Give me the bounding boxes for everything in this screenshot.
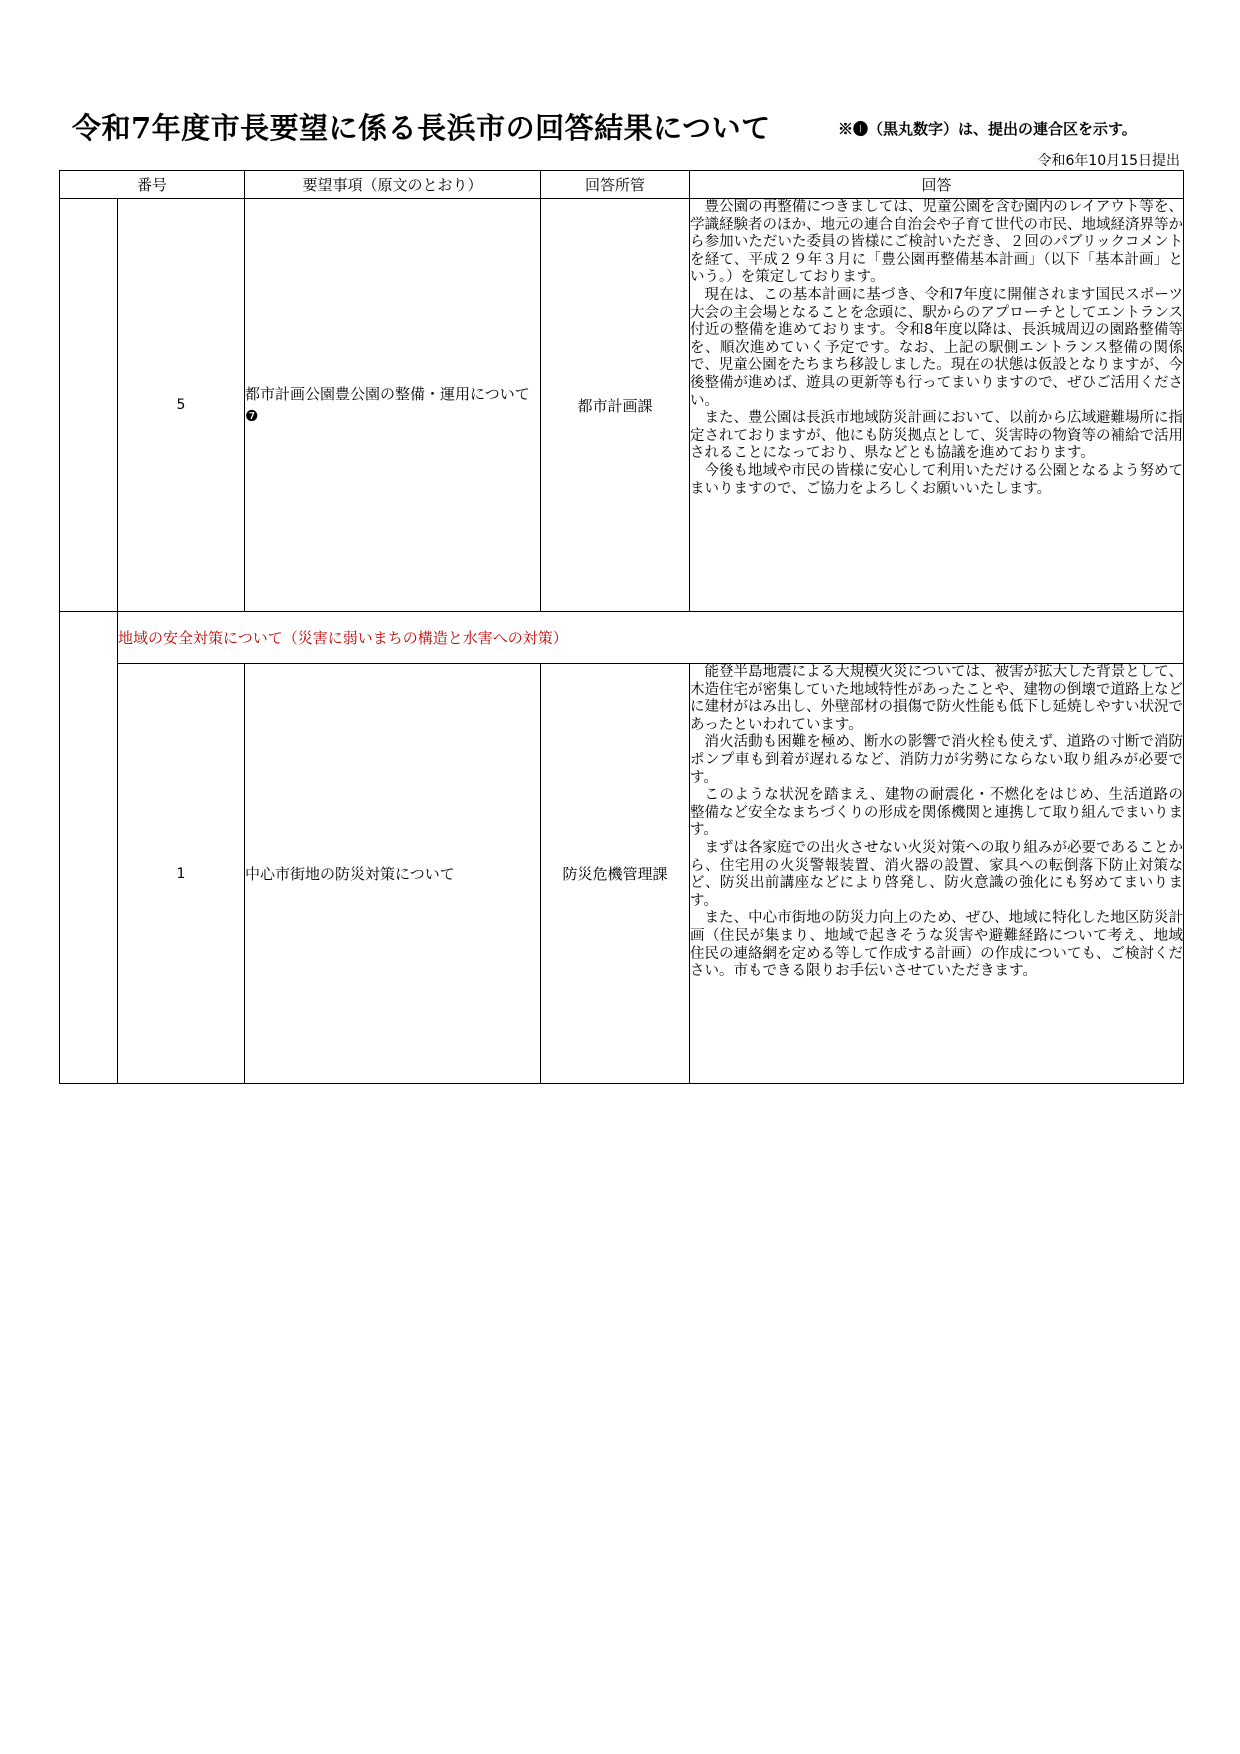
legend-note: ※❶（黒丸数字）は、提出の連合区を示す。 <box>838 120 1137 138</box>
row-item: 都市計画公園豊公園の整備・運用について❼ <box>245 199 541 612</box>
column-header-number: 番号 <box>60 171 245 199</box>
response-table <box>59 170 1184 1084</box>
column-header-answer: 回答 <box>690 171 1184 199</box>
row-answer <box>690 199 1184 612</box>
answer-paragraph: また、豊公園は長浜市地域防災計画において、以前から広域避難場所に指定されておりますが、他にも防災拠点として、災害時の物資等の補給で活用されることになっており、県などとも協議を進めております。 <box>690 410 1184 462</box>
column-header-item: 要望事項（原文のとおり） <box>245 171 541 199</box>
answer-paragraph: 消火活動も困難を極め、断水の影響で消火栓も使えず、道路の寸断で消防ポンプ車も到着が遅れるなど、消防力が劣勢にならない取り組みが必要です。 <box>690 734 1184 786</box>
answer-paragraph: まずは各家庭での出火させない火災対策への取り組みが必要であることから、住宅用の火災警報装置、消火器の設置、家具への転倒落下防止対策など、防災出前講座などにより啓発し、防火意識の強化にも努めてまいります。 <box>690 839 1184 909</box>
row-item: 中心市街地の防災対策について <box>245 664 541 1084</box>
row-number: 1 <box>118 664 245 1084</box>
table-row <box>60 199 1184 612</box>
answer-paragraph: 現在は、この基本計画に基づき、令和7年度に開催されます国民スポーツ大会の主会場となることを念頭に、駅からのアプローチとしてエントランス付近の整備を進めております。令和8年度以降は、長浜城周辺の園路整備等を、順次進めていく予定です。なお、上記の駅側エントランス整備の関係で、児童公園をたちまち移設しました。現在の状態は仮設となりますが、今後整備が進めば、遊具の更新等も行ってまいりますので、ぜひご活用ください。 <box>690 286 1184 409</box>
answer-paragraph: また、中心市街地の防災力向上のため、ぜひ、地域に特化した地区防災計画（住民が集まり、地域で起きそうな災害や避難経路について考え、地域住民の連絡網を定める等して作成する計画）の作成についても、ご検討ください。市もできる限りお手伝いさせていただきます。 <box>690 910 1184 980</box>
row-answer <box>690 664 1184 1084</box>
group-cell <box>60 612 118 1084</box>
section-row <box>60 612 1184 664</box>
row-department: 都市計画課 <box>541 199 690 612</box>
page-title: 令和7年度市長要望に係る長浜市の回答結果について <box>72 111 771 145</box>
column-header-department: 回答所管 <box>541 171 690 199</box>
answer-paragraph: 今後も地域や市民の皆様に安心して利用いただける公園となるよう努めてまいりますので、ご協力をよろしくお願いいたします。 <box>690 462 1184 497</box>
table-row <box>60 664 1184 1084</box>
group-cell <box>60 199 118 612</box>
answer-paragraph: このような状況を踏まえ、建物の耐震化・不燃化をはじめ、生活道路の整備など安全なまちづくりの形成を関係機関と連携して取り組んでまいります。 <box>690 787 1184 839</box>
answer-paragraph: 能登半島地震による大規模火災については、被害が拡大した背景として、木造住宅が密集していた地域特性があったことや、建物の倒壊で道路上などに建材がはみ出し、外壁部材の損傷で防火性能も低下し延焼しやすい状況であったといわれています。 <box>690 664 1184 733</box>
section-title: 地域の安全対策について（災害に弱いまちの構造と水害への対策） <box>118 612 1184 664</box>
submission-date: 令和6年10月15日提出 <box>1037 153 1180 169</box>
row-number: 5 <box>118 199 245 612</box>
row-department: 防災危機管理課 <box>541 664 690 1084</box>
answer-paragraph: 豊公園の再整備につきましては、児童公園を含む園内のレイアウト等を、学識経験者のほか、地元の連合自治会や子育て世代の市民、地域経済界等から参加いただいた委員の皆様にご検討いただき、２回のパブリックコメントを経て、平成２９年３月に「豊公園再整備基本計画」（以下「基本計画」という。）を策定しております。 <box>690 199 1184 286</box>
table-header-row <box>60 171 1184 199</box>
